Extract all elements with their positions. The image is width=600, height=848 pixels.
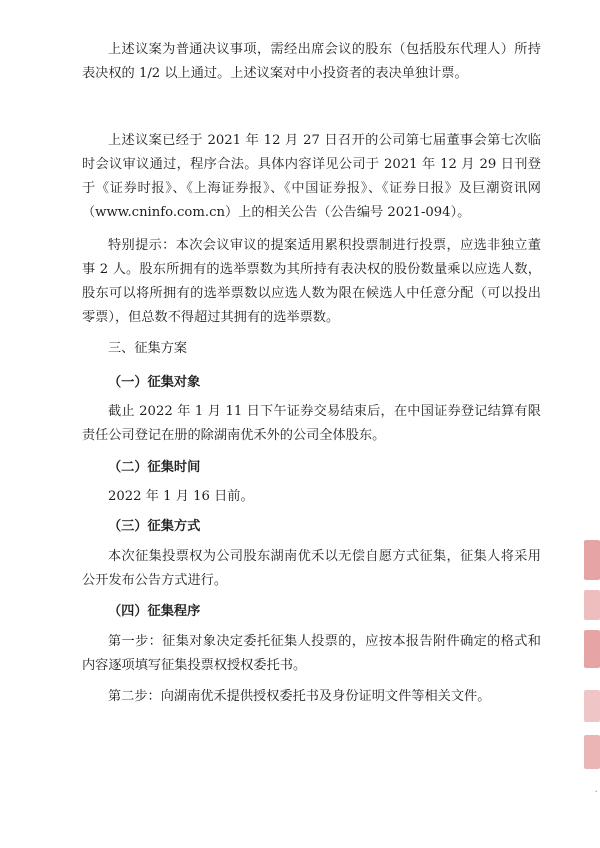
paragraph-special-notice: 特别提示：本次会议审议的提案适用累积投票制进行投票，应选非独立董事 2 人。股东所拥有的选举票数为其所持有表决权的股份数量乘以应选人数，股东可以将所拥有的选举票数以应选人数为限在候选人中任意分配（可以投出零票），但总数不得超过其拥有的选举票数。 bbox=[82, 238, 541, 325]
section-heading-solicitation-plan: 三、征集方案 bbox=[108, 341, 188, 356]
subheading-solicitation-procedure: （四）征集程序 bbox=[108, 604, 201, 619]
subheading-solicitation-time: （二）征集时间 bbox=[108, 460, 201, 475]
subheading-solicitation-method: （三）征集方式 bbox=[108, 519, 201, 534]
subheading-solicitation-target: （一）征集对象 bbox=[108, 375, 201, 390]
paragraph-step-two: 第二步：向湖南优禾提供授权委托书及身份证明文件等相关文件。 bbox=[108, 689, 491, 704]
paragraph-voting-requirement: 上述议案为普通决议事项，需经出席会议的股东（包括股东代理人）所持表决权的 1/2 以上通过。上述议案对中小投资者的表决单独计票。 bbox=[82, 42, 541, 81]
paragraph-step-one: 第一步：征集对象决定委托征集人投票的，应按本报告附件确定的格式和内容逐项填写征集投票权授权委托书。 bbox=[82, 634, 541, 673]
paragraph-solicitation-time: 2022 年 1 月 16 日前。 bbox=[108, 489, 254, 504]
paragraph-solicitation-target: 截止 2022 年 1 月 11 日下午证券交易结束后，在中国证券登记结算有限责任公司登记在册的除湖南优禾外的公司全体股东。 bbox=[82, 404, 541, 443]
paragraph-board-approval: 上述议案已经于 2021 年 12 月 27 日召开的公司第七届董事会第七次临时会议审议通过，程序合法。具体内容详见公司于 2021 年 12 月 29 日刊登于《证券时报》、《上海证券报》、《中国证券报》、《证券日报》及巨潮资讯网（www.cninfo.com.cn）上的相关公告（公告编号 2021-094）。 bbox=[82, 133, 541, 220]
document-page: 上述议案为普通决议事项，需经出席会议的股东（包括股东代理人）所持表决权的 1/2 以上通过。上述议案对中小投资者的表决单独计票。 上述议案已经于 2021 年 12 月 27 日召开的公司第七届董事会第七次临时会议审议通过，程序合法。具体内容详见公司于 2021 年 12 月 29 日刊登于《证券时报》、《上海证券报》、《中国证券报》、《证券日报》及巨潮资讯网（www.cninfo.com.cn）上的相关公告（公告编号 2021-094）。 特别提示：本次会议审议的提案适用累积投票制进行投票，应选非独立董事 2 人。股东所拥有的选举票数为其所持有表决权的股份数量乘以应选人数，股东可以将所拥有的选举票数以应选人数为限在候选人中任意分配（可以投出零票），但总数不得超过其拥有的选举票数。 三、征集方案 （一）征集对象 截止 2022 年 1 月 11 日下午证券交易结束后，在中国证券登记结算有限责任公司登记在册的除湖南优禾外的公司全体股东。 （二）征集时间 2022 年 1 月 16 日前。 （三）征集方式 本次征集投票权为公司股东湖南优禾以无偿自愿方式征集，征集人将采用公开发布公告方式进行。 （四）征集程序 第一步：征集对象决定委托征集人投票的，应按本报告附件确定的格式和内容逐项填写征集投票权授权委托书。 第二步：向湖南优禾提供授权委托书及身份证明文件等相关文件。 · bbox=[0, 0, 600, 848]
paragraph-solicitation-method: 本次征集投票权为公司股东湖南优禾以无偿自愿方式征集，征集人将采用公开发布公告方式进行。 bbox=[82, 549, 541, 588]
